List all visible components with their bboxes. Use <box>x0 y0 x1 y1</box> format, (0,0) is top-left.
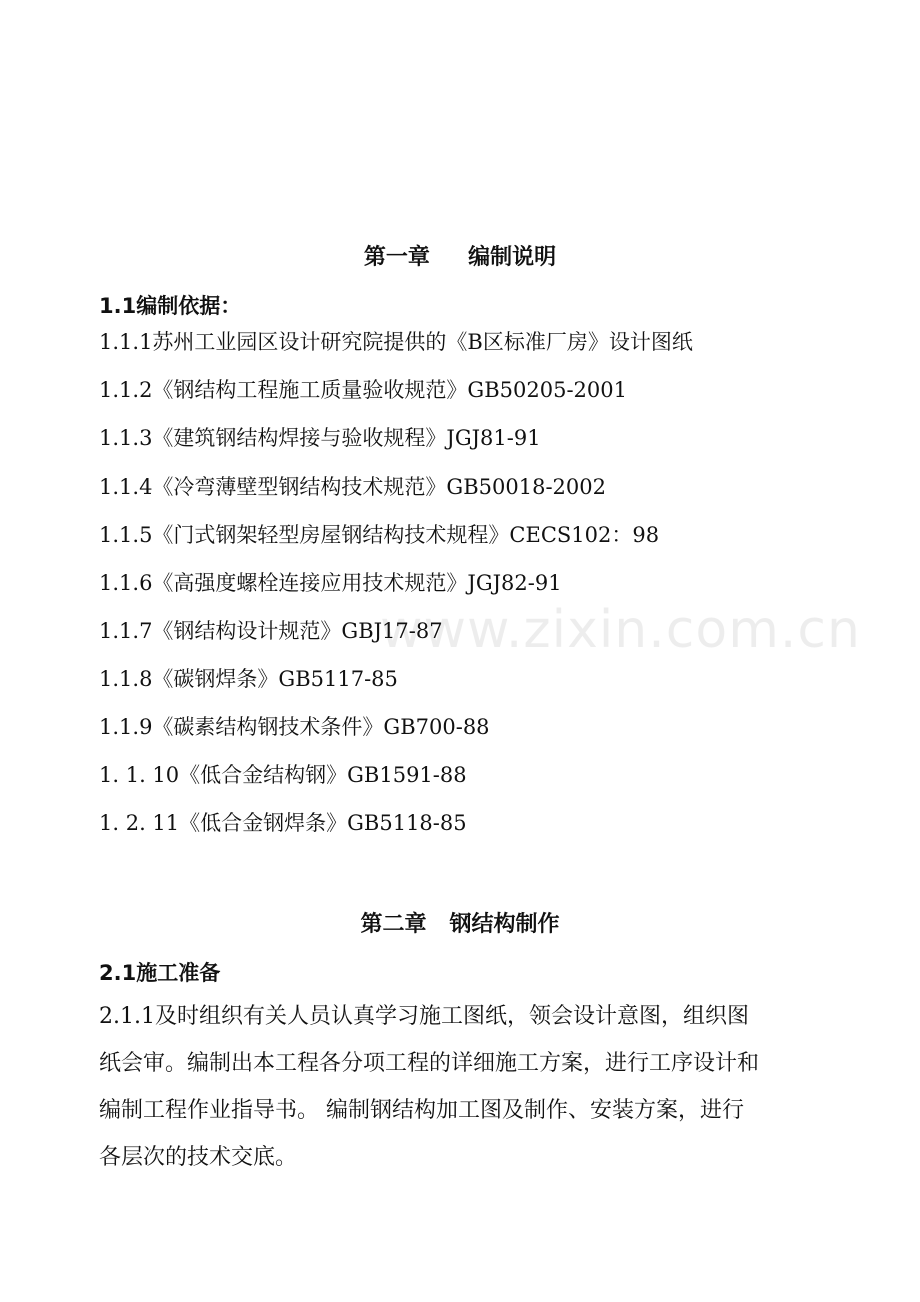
watermark: www.zixin.com.cn <box>380 600 861 660</box>
chapter-2-title: 第二章 钢结构制作 <box>360 912 560 937</box>
section-1-1-heading: 1.1编制依据： <box>99 294 242 318</box>
reference-item: 1.1.4《冷弯薄壁型钢结构技术规范》GB50018-2002 <box>99 475 606 499</box>
reference-item: 1.1.7《钢结构设计规范》GBJ17-87 <box>99 619 443 643</box>
reference-item: 1.1.3《建筑钢结构焊接与验收规程》JGJ81-91 <box>99 426 541 450</box>
paragraph-line: 纸会审。编制出本工程各分项工程的详细施工方案，进行工序设计和 <box>99 1051 760 1076</box>
reference-item: 1.1.1苏州工业园区设计研究院提供的《B区标准厂房》设计图纸 <box>99 330 693 354</box>
section-2-1-heading: 2.1施工准备 <box>99 961 221 985</box>
paragraph-line: 编制工程作业指导书。 编制钢结构加工图及制作、安装方案，进行 <box>99 1098 744 1123</box>
reference-item: 1. 2. 11《低合金钢焊条》GB5118-85 <box>99 811 467 835</box>
reference-item: 1. 1. 10《低合金结构钢》GB1591-88 <box>99 763 467 787</box>
paragraph-line: 各层次的技术交底。 <box>99 1145 298 1170</box>
reference-item: 1.1.2《钢结构工程施工质量验收规范》GB50205-2001 <box>99 378 627 402</box>
chapter-1-title: 第一章 编制说明 <box>363 245 557 270</box>
paragraph-line: 2.1.1及时组织有关人员认真学习施工图纸，领会设计意图，组织图 <box>99 1004 749 1029</box>
reference-item: 1.1.6《高强度螺栓连接应用技术规范》JGJ82-91 <box>99 571 562 595</box>
reference-item: 1.1.5《门式钢架轻型房屋钢结构技术规程》CECS102：98 <box>99 523 660 547</box>
reference-item: 1.1.9《碳素结构钢技术条件》GB700-88 <box>99 715 490 739</box>
reference-item: 1.1.8《碳钢焊条》GB5117-85 <box>99 667 398 691</box>
